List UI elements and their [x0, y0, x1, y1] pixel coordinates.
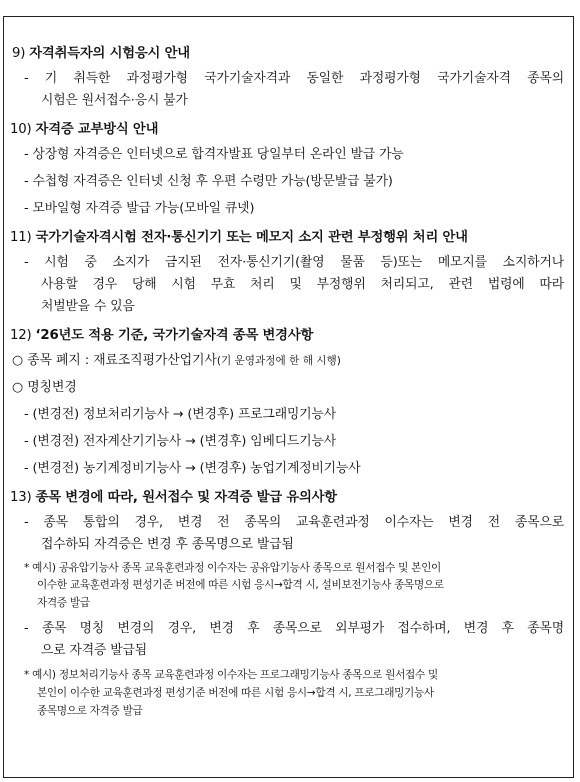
section-9-item: - 기 취득한 과정평가형 국가기술자격과 동일한 과정평가형 국가기술자격 종목의 — [24, 71, 564, 86]
section-number: 12) — [10, 328, 32, 343]
section-11-heading — [10, 226, 468, 245]
section-10-item: - 상장형 자격증은 인터넷으로 합격자발표 당일부터 온라인 발급 가능 — [24, 147, 404, 162]
section-10-item: - 모바일형 자격증 발급 가능(모바일 큐넷) — [24, 201, 255, 216]
abolished-item-main: ○ 종목 폐지 : 재료조직평가산업기사 — [12, 353, 217, 368]
example-note-cont: 종목명으로 자격증 발급 — [37, 705, 143, 717]
example-note: * 예시) 정보처리기능사 종목 교육훈련과정 이수자는 프로그래밍기능사 종목으로 원서접수 및 — [24, 669, 438, 681]
rename-item: - (변경전) 전자계산기기능사 → (변경후) 임베디드기능사 — [24, 434, 337, 449]
section-13-item: - 종목 통합의 경우, 변경 전 종목의 교육훈련과정 이수자는 변경 전 종목으로 — [24, 515, 564, 530]
section-title: 국가기술자격시험 전자·통신기기 또는 메모지 소지 관련 부정행위 처리 안내 — [35, 230, 468, 245]
rename-heading: ○ 명칭변경 — [12, 380, 77, 395]
section-number: 13) — [10, 490, 32, 505]
rename-item: - (변경전) 농기계정비기능사 → (변경후) 농업기계정비기능사 — [24, 461, 361, 476]
section-number: 11) — [10, 230, 32, 245]
abolished-item-note: (기 운영과정에 한 해 시행) — [216, 355, 341, 367]
section-title: 종목 변경에 따라, 원서접수 및 자격증 발급 유의사항 — [35, 490, 337, 505]
abolished-item — [12, 349, 341, 368]
section-title: ‘26년도 적용 기준, 국가기술자격 종목 변경사항 — [35, 328, 314, 343]
section-11-item-cont: 처벌받을 수 있음 — [41, 299, 135, 314]
section-12-heading — [10, 324, 313, 343]
example-note-cont: 이수한 교육훈련과정 편성기준 버전에 따른 시험 응시→합격 시, 설비보전기능사 종목명으로 — [37, 579, 444, 591]
section-13-item-cont: 접수하되 자격증은 변경 후 종목명으로 발급됨 — [41, 537, 294, 552]
section-13-item: - 종목 명칭 변경의 경우, 변경 후 종목으로 외부평가 접수하며, 변경 후 종목명 — [24, 621, 564, 636]
notice-box — [3, 16, 574, 778]
section-number: 9) — [12, 46, 26, 61]
example-note: * 예시) 공유압기능사 종목 교육훈련과정 이수자는 공유압기능사 종목으로 원서접수 및 본인이 — [24, 562, 441, 574]
example-note-cont: 자격증 발급 — [37, 597, 90, 609]
section-11-item-cont: 사용할 경우 당해 시험 무효 처리 및 부정행위 처리되고, 관련 법령에 따라 — [41, 277, 564, 292]
section-10-heading — [10, 118, 158, 137]
section-title: 자격증 교부방식 안내 — [35, 122, 159, 137]
example-note-cont: 본인이 이수한 교육훈련과정 편성기준 버전에 따른 시험 응시→합격 시, 프로그래밍기능사 — [37, 687, 434, 699]
section-11-item: - 시험 중 소지가 금지된 전자·통신기기(촬영 물품 등)또는 메모지를 소지하거나 — [24, 255, 564, 270]
section-number: 10) — [10, 122, 32, 137]
section-10-item: - 수첩형 자격증은 인터넷 신청 후 우편 수령만 가능(방문발급 불가) — [24, 174, 393, 189]
section-13-item-cont: 으로 자격증 발급됨 — [41, 643, 148, 658]
section-9-item-cont: 시험은 원서접수·응시 불가 — [41, 93, 188, 108]
section-13-heading — [10, 486, 337, 505]
rename-item: - (변경전) 정보처리기능사 → (변경후) 프로그래밍기능사 — [24, 407, 337, 422]
section-title: 자격취득자의 시험응시 안내 — [29, 46, 190, 61]
section-9-heading — [12, 42, 190, 61]
